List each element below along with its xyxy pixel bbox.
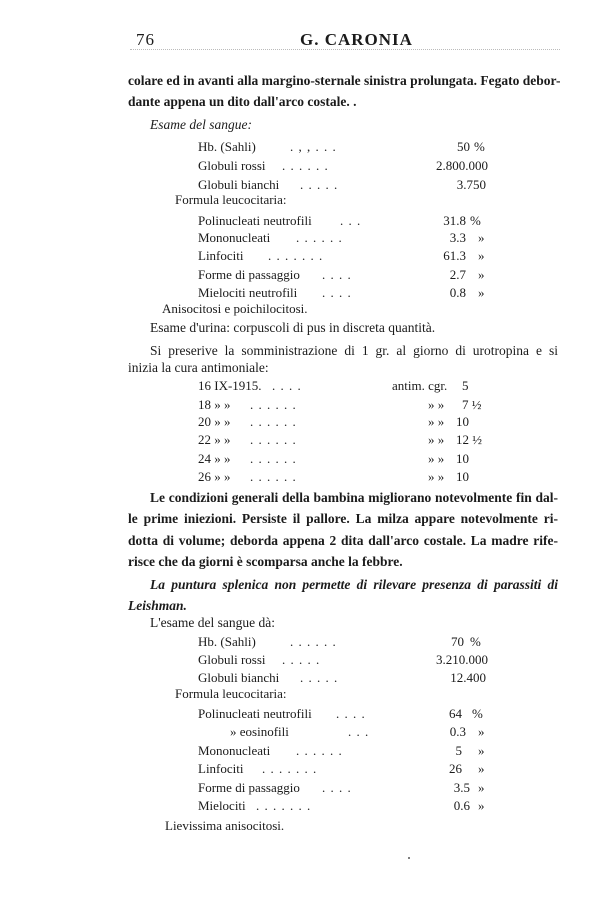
row-label: » eosinofili bbox=[230, 724, 289, 739]
leader-dots: . . . . bbox=[336, 706, 366, 721]
text-line: Leishman. bbox=[128, 598, 187, 613]
row-value: 0.3 bbox=[449, 724, 466, 739]
row-label: Hb. (Sahli) bbox=[198, 139, 256, 154]
row-value: 3.5 bbox=[453, 780, 470, 795]
leader-dots: . . . . . bbox=[300, 177, 339, 192]
row-label: Linfociti bbox=[198, 248, 244, 263]
row-label: Mononucleati bbox=[198, 743, 271, 758]
row-value: 3.210.000 bbox=[436, 652, 488, 667]
row-value: 2.800.000 bbox=[436, 158, 488, 173]
section-heading: Esame del sangue: bbox=[150, 117, 252, 132]
cure-dose: 10 bbox=[456, 469, 469, 484]
row-label: Polinucleati neutrofili bbox=[198, 213, 312, 228]
row-label: Polinucleati neutrofili bbox=[198, 706, 312, 721]
row-unit: » bbox=[478, 761, 485, 776]
leader-dots: . . . . . . bbox=[250, 397, 297, 412]
cure-date: 26 » » bbox=[198, 469, 231, 484]
cure-ditto: » » bbox=[428, 451, 445, 466]
leader-dots: . . . . . . . bbox=[268, 248, 324, 263]
blood-note: Anisocitosi e poichilocitosi. bbox=[162, 301, 308, 316]
leader-dots: . . . bbox=[340, 213, 362, 228]
row-unit: % bbox=[472, 706, 483, 721]
leader-dots: . . . . . . bbox=[250, 414, 297, 429]
leader-dots: . . . . . . bbox=[296, 230, 343, 245]
text-line: risce che da giorni è scomparsa anche la febbre. bbox=[128, 554, 403, 569]
blood-note: Lievissima anisocitosi. bbox=[165, 818, 285, 833]
text-line: dotta di volume; deborda appena 2 dita dall'arco costale. La madre rife- bbox=[128, 533, 558, 548]
leader-dots: . . . . . . . bbox=[262, 761, 318, 776]
cure-dose: 10 bbox=[456, 414, 469, 429]
row-value: 61.3 bbox=[443, 248, 466, 263]
row-value: 0.6 bbox=[453, 798, 470, 813]
leader-dots: . . . . . . bbox=[250, 469, 297, 484]
row-value: 64 bbox=[449, 706, 462, 721]
leader-dots: . . . . . . bbox=[296, 743, 343, 758]
text-line: le prime iniezioni. Persiste il pallore. La milza appare notevolmente ri- bbox=[128, 511, 558, 526]
text-line: Le condizioni generali della bambina migliorano notevolmente fin dal- bbox=[150, 490, 558, 505]
text-line: inizia la cura antimoniale: bbox=[128, 360, 269, 375]
text-line: La puntura splenica non permette di rilevare presenza di parassiti di bbox=[150, 577, 558, 592]
row-value: 5 bbox=[455, 743, 462, 758]
leader-dots: . . . . . . . bbox=[256, 798, 312, 813]
leader-dots: . . . . bbox=[322, 780, 352, 795]
row-label: Mielociti neutrofili bbox=[198, 285, 298, 300]
ink-speck bbox=[408, 857, 410, 859]
text-line: dante appena un dito dall'arco costale. . bbox=[128, 94, 357, 109]
cure-ditto: » » bbox=[428, 414, 445, 429]
formula-heading: Formula leucocitaria: bbox=[175, 192, 287, 207]
leader-dots: . . . bbox=[348, 724, 370, 739]
text-line: Esame d'urina: corpuscoli di pus in discreta quantità. bbox=[150, 320, 436, 335]
row-unit: » bbox=[478, 743, 485, 758]
row-unit: % bbox=[470, 634, 481, 649]
leader-dots: . , , . . . bbox=[290, 139, 337, 154]
row-label: Forme di passaggio bbox=[198, 780, 300, 795]
cure-ditto: » » bbox=[428, 397, 445, 412]
cure-date: 20 » » bbox=[198, 414, 231, 429]
row-label: Hb. (Sahli) bbox=[198, 634, 256, 649]
text-line: colare ed in avanti alla margino-sternale sinistra prolungata. Fegato debor- bbox=[128, 73, 561, 88]
row-value: 31.8 bbox=[443, 213, 466, 228]
row-label: Forme di passaggio bbox=[198, 267, 300, 282]
row-unit: % bbox=[474, 139, 485, 154]
running-header-author: G. CARONIA bbox=[300, 30, 413, 49]
formula-heading: Formula leucocitaria: bbox=[175, 686, 287, 701]
leader-dots: . . . . . bbox=[282, 652, 321, 667]
row-unit: » bbox=[478, 724, 485, 739]
row-value: 50 bbox=[457, 139, 470, 154]
row-label: Globuli rossi bbox=[198, 652, 266, 667]
cure-dose: 7 ½ bbox=[462, 397, 482, 412]
row-unit: » bbox=[478, 798, 485, 813]
leader-dots: . . . . . bbox=[300, 670, 339, 685]
cure-date: 16 IX-1915. bbox=[198, 378, 262, 393]
row-unit: » bbox=[478, 230, 485, 245]
cure-dose: 5 bbox=[462, 378, 469, 393]
leader-dots: . . . . bbox=[322, 285, 352, 300]
cure-ditto: » » bbox=[428, 432, 445, 447]
text-line: Si preserive la somministrazione di 1 gr. al giorno di urotropina e si bbox=[150, 343, 558, 358]
page-number: 76 bbox=[136, 30, 155, 49]
section-heading: L'esame del sangue dà: bbox=[150, 615, 276, 630]
row-unit: » bbox=[478, 267, 485, 282]
row-value: 12.400 bbox=[450, 670, 486, 685]
cure-dose: 12 ½ bbox=[456, 432, 482, 447]
cure-dose: 10 bbox=[456, 451, 469, 466]
cure-ditto: antim. cgr. bbox=[392, 378, 448, 393]
row-label: Globuli bianchi bbox=[198, 177, 280, 192]
row-unit: » bbox=[478, 285, 485, 300]
row-unit: » bbox=[478, 248, 485, 263]
cure-ditto: » » bbox=[428, 469, 445, 484]
row-label: Globuli bianchi bbox=[198, 670, 280, 685]
row-value: 3.3 bbox=[449, 230, 466, 245]
row-value: 0.8 bbox=[449, 285, 466, 300]
leader-dots: . . . . . . bbox=[282, 158, 329, 173]
cure-date: 22 » » bbox=[198, 432, 231, 447]
row-value: 26 bbox=[449, 761, 462, 776]
leader-dots: . . . . bbox=[272, 378, 302, 393]
leader-dots: . . . . . . bbox=[250, 451, 297, 466]
row-value: 3.750 bbox=[456, 177, 486, 192]
row-label: Mononucleati bbox=[198, 230, 271, 245]
row-label: Globuli rossi bbox=[198, 158, 266, 173]
header-rule bbox=[130, 49, 560, 50]
leader-dots: . . . . bbox=[322, 267, 352, 282]
row-label: Mielociti bbox=[198, 798, 246, 813]
cure-date: 18 » » bbox=[198, 397, 231, 412]
row-unit: » bbox=[478, 780, 485, 795]
leader-dots: . . . . . . bbox=[290, 634, 337, 649]
row-unit: % bbox=[470, 213, 481, 228]
row-value: 70 bbox=[451, 634, 464, 649]
leader-dots: . . . . . . bbox=[250, 432, 297, 447]
row-value: 2.7 bbox=[449, 267, 466, 282]
row-label: Linfociti bbox=[198, 761, 244, 776]
cure-date: 24 » » bbox=[198, 451, 231, 466]
